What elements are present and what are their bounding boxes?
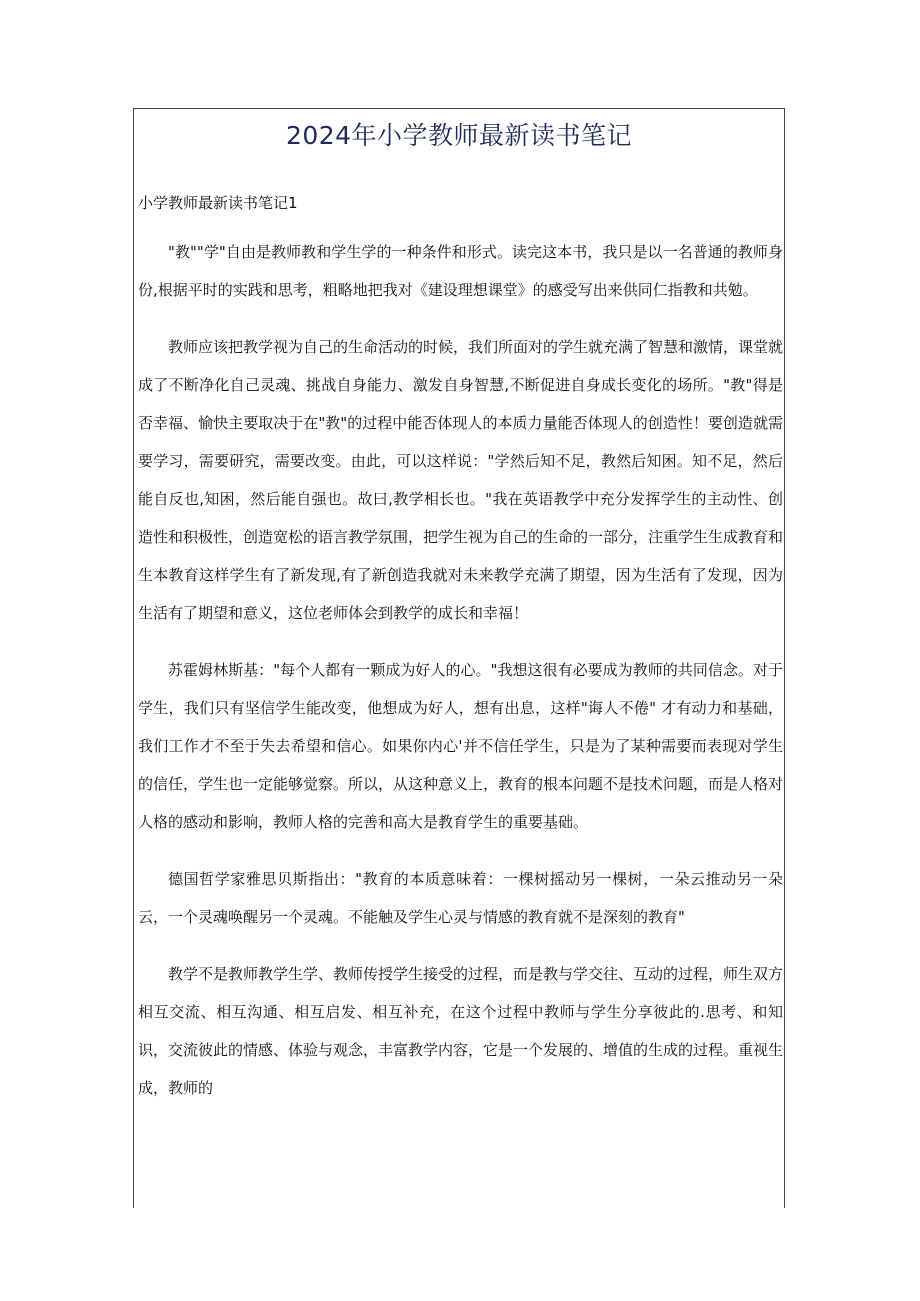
document-body [138, 233, 783, 1126]
paragraph-2: 教师应该把教学视为自己的生命活动的时候，我们所面对的学生就充满了智慧和激情，课堂就成了不断净化自己灵魂、挑战自身能力、激发自身智慧,不断促进自身成长变化的场所。"教"得是否幸福、愉快主要取决于在"教"的过程中能否体现人的本质力量能否体现人的创造性！要创造就需要学习，需要研究，需要改变。由此，可以这样说："学然后知不足，教然后知困。知不足，然后能自反也,知困，然后能自强也。故曰,教学相长也。"我在英语教学中充分发挥学生的主动性、创造性和积极性，创造宽松的语言教学氛围，把学生视为自己的生命的一部分，注重学生生成教育和生本教育这样学生有了新发现,有了新创造我就对未来教学充满了期望，因为生活有了发现，因为生活有了期望和意义，这位老师体会到教学的成长和幸福！ [138, 338, 784, 622]
document-page [133, 108, 785, 1208]
paragraph-5: 教学不是教师教学生学、教师传授学生接受的过程，而是教与学交往、互动的过程，师生双方相互交流、相互沟通、相互启发、相互补充，在这个过程中教师与学生分享彼此的.思考、和知识，交流彼此的情感、体验与观念，丰富教学内容，它是一个发展的、增值的生成的过程。重视生成，教师的 [138, 965, 784, 1097]
document-title: 2024年小学教师最新读书笔记 [285, 121, 633, 150]
paragraph-1: "教""学"自由是教师教和学生学的一种条件和形式。读完这本书，我只是以一名普通的教师身份,根据平时的实践和思考，粗略地把我对《建设理想课堂》的感受写出来供同仁指教和共勉。 [138, 243, 783, 299]
paragraph-4: 德国哲学家雅思贝斯指出："教育的本质意味着：一棵树摇动另一棵树，一朵云推动另一朵云，一个灵魂唤醒另一个灵魂。不能触及学生心灵与情感的教育就不是深刻的教育" [138, 870, 783, 926]
section-heading: 小学教师最新读书笔记1 [138, 194, 298, 212]
paragraph-3: 苏霍姆林斯基："每个人都有一颗成为好人的心。"我想这很有必要成为教师的共同信念。对于学生，我们只有坚信学生能改变，他想成为好人，想有出息，这样"诲人不倦" 才有动力和基础，我们工作才不至于失去希望和信心。如果你内心'并不信任学生，只是为了某种需要而表现对学生的信任，学生也一定能够觉察。所以，从这种意义上，教育的根本问题不是技术问题，而是人格对人格的感动和影响，教师人格的完善和高大是教育学生的重要基础。 [138, 661, 784, 831]
